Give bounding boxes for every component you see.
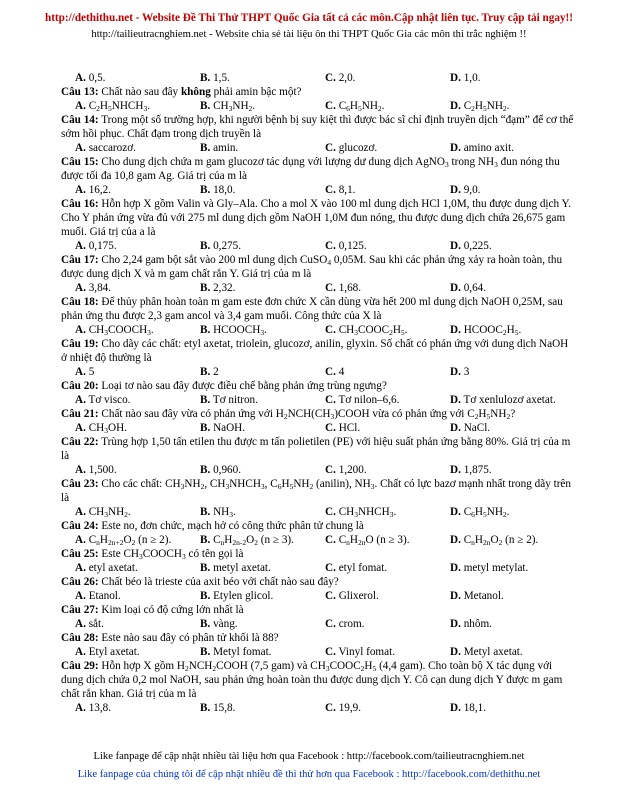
- option-b: B. $C_nH_{2n-2}O_2$ (n ≥ 3).: [200, 534, 294, 547]
- question-number: Câu 19:: [61, 338, 99, 350]
- question-number: Câu 26:: [61, 576, 99, 588]
- option-a: A. $CH_3NH_2$.: [75, 506, 131, 519]
- question-text: [61, 379, 576, 393]
- answer-options: [61, 645, 576, 659]
- question-number: Câu 13:: [61, 86, 99, 98]
- option-b: B. 18,0.: [200, 184, 236, 196]
- option-a: A. $CH_3COOCH_3$.: [75, 324, 154, 337]
- question-text-part: Este $CH_3COOCH_3$ có tên gọi là: [98, 548, 244, 561]
- option-a: A. 5: [75, 366, 95, 378]
- option-a: A. $CH_3OH$.: [75, 422, 127, 435]
- exam-content: [61, 71, 576, 715]
- option-a: A. 1,500.: [75, 464, 117, 476]
- question-number: Câu 21:: [61, 408, 99, 420]
- option-c: C. $CH_3NHCH_3$.: [325, 506, 397, 519]
- option-d: D. Metyl axetat.: [450, 646, 523, 658]
- option-b: B. metyl axetat.: [200, 562, 271, 574]
- question-text-part: Este no, đơn chức, mạch hở có công thức phân tử chung là: [98, 520, 364, 532]
- option-c: C. 1,200.: [325, 464, 367, 476]
- question-text-part: Cho 2,24 gam bột sắt vào 200 ml dung dịch CuSO$_4$ 0,05M. Sau khi các phản ứng xảy ra hoàn toàn, thu được dung dịch X và m gam chất rắn Y. Giá trị của m là: [61, 254, 563, 280]
- option-b: B. NaOH.: [200, 422, 246, 434]
- answer-options: [61, 281, 576, 295]
- question-text: [61, 435, 576, 463]
- question-text: [61, 407, 576, 421]
- option-c: C. HCl.: [325, 422, 361, 434]
- option-c: C. Tơ nilon–6,6.: [325, 394, 400, 406]
- option-c: C. Vinyl fomat.: [325, 646, 395, 658]
- option-d: D. Metanol.: [450, 590, 504, 602]
- answer-options: [61, 183, 576, 197]
- option-a: A. 16,2.: [75, 184, 112, 196]
- option-c: C. Glixerol.: [325, 590, 379, 602]
- option-d: D. 1,875.: [450, 464, 492, 476]
- question-text: [61, 155, 576, 183]
- question-block: [61, 477, 576, 519]
- answer-options: [61, 617, 576, 631]
- question-text-part: Este nào sau đây có phân tử khối là 88?: [98, 632, 279, 644]
- question-number: Câu 18:: [61, 296, 99, 308]
- answer-options: [61, 99, 576, 113]
- option-c: C. etyl fomat.: [325, 562, 388, 574]
- footer-facebook-dethithu: Like fanpage của chúng tôi để cập nhật nhiều đề thi thử hơn qua Facebook : http://facebook.com/dethithu.net: [77, 769, 541, 780]
- question-text: [61, 253, 576, 281]
- option-c: C. glucozơ.: [325, 142, 378, 154]
- question-number: Câu 14:: [61, 114, 99, 126]
- option-d: D. 18,1.: [450, 702, 487, 714]
- question-number: Câu 16:: [61, 198, 99, 210]
- option-c: C. 4: [325, 366, 345, 378]
- answer-options: [61, 365, 576, 379]
- question-text-part: Hỗn hợp X gồm $H_2NCH_2COOH$ (7,5 gam) và $CH_3COOC_2H_5$ (4,4 gam). Cho toàn bộ X tác dụng với dung dịch chứa 0,2 mol NaOH, sau phản ứng hoàn toàn thu được dung dịch Y. Cô cạn dung dịch Y được m gam chất rắn khan. Giá trị của m là: [61, 660, 563, 700]
- option-a: A. 3,84.: [75, 282, 112, 294]
- option-a: A. sắt.: [75, 618, 104, 630]
- option-d: D. 0,64.: [450, 282, 487, 294]
- question-text-part: Loại tơ nào sau đây được điều chế bằng phản ứng trùng ngưng?: [98, 380, 387, 392]
- answer-options: [61, 323, 576, 337]
- question-block: [61, 631, 576, 659]
- option-c: C. 2,0.: [325, 72, 356, 84]
- header-website-banner: http://dethithu.net - Website Đề Thi Thử THPT Quốc Gia tất cả các môn.Cập nhật liên tục. Truy cập tải ngay!!: [44, 12, 573, 24]
- question-block: [61, 407, 576, 435]
- question-text-part: Hỗn hợp X gồm Valin và Gly–Ala. Cho a mol X vào 100 ml dung dịch HCl 1,0M, thu được dung dịch Y. Cho Y phản ứng vừa đủ với 275 ml dung dịch gồm NaOH 1,0M đun nóng, thu được dung dịch chứa 26,675 gam muối. Giá trị của a là: [61, 198, 571, 238]
- option-d: D. amino axit.: [450, 142, 515, 154]
- previous-question-options: [61, 71, 576, 85]
- question-text: [61, 85, 576, 99]
- question-number: Câu 28:: [61, 632, 99, 644]
- answer-options: [61, 239, 576, 253]
- question-text: [61, 477, 576, 505]
- question-block: [61, 197, 576, 253]
- option-d: D. $C_6H_5NH_2$.: [450, 506, 510, 519]
- question-text: [61, 631, 576, 645]
- question-text: [61, 659, 576, 701]
- question-block: [61, 253, 576, 295]
- option-d: D. nhôm.: [450, 618, 492, 630]
- option-a: A. etyl axetat.: [75, 562, 138, 574]
- option-b: B. vàng.: [200, 618, 238, 630]
- question-block: [61, 659, 576, 715]
- question-text: [61, 337, 576, 365]
- question-text: [61, 295, 576, 323]
- question-block: [61, 575, 576, 603]
- option-b: B. Metyl fomat.: [200, 646, 272, 658]
- option-d: D. NaCl.: [450, 422, 491, 434]
- option-a: A. $C_nH_{2n+2}O_2$ (n ≥ 2).: [75, 534, 172, 547]
- option-d: D. $HCOOC_2H_5$.: [450, 324, 522, 337]
- question-block: [61, 547, 576, 575]
- option-d: D. Tơ xenlulozơ axetat.: [450, 394, 556, 406]
- question-number: Câu 27:: [61, 604, 99, 616]
- question-block: [61, 85, 576, 113]
- option-b: B. 15,8.: [200, 702, 236, 714]
- answer-options: [61, 533, 576, 547]
- option-c: C. $CH_3COOC_2H_5$.: [325, 324, 408, 337]
- question-text-part: Trong một số trường hợp, khi người bệnh bị suy kiệt thì được bác sĩ chỉ định truyền dịch “đạm” để cơ thể sớm hồi phục. Chất đạm trong dịch truyền là: [61, 114, 574, 140]
- option-a: A. $C_2H_5NHCH_3$.: [75, 100, 150, 113]
- option-b: B. 0,960.: [200, 464, 242, 476]
- question-block: [61, 113, 576, 155]
- option-c: C. 1,68.: [325, 282, 362, 294]
- question-text-part: Trùng hợp 1,50 tấn etilen thu được m tấn polietilen (PE) với hiệu suất phản ứng bằng 80%. Giá trị của m là: [61, 436, 571, 462]
- question-number: Câu 20:: [61, 380, 99, 392]
- header-subtitle: http://tailieutracnghiem.net - Website chia sẻ tài liệu ôn thi THPT Quốc Gia các môn thi trắc nghiệm !!: [91, 29, 527, 40]
- option-b: B. 2,32.: [200, 282, 236, 294]
- question-number: Câu 24:: [61, 520, 99, 532]
- option-c: C. 8,1.: [325, 184, 356, 196]
- option-a: A. Etyl axetat.: [75, 646, 140, 658]
- option-a: A. 13,8.: [75, 702, 112, 714]
- question-text-part: Chất nào sau đây: [98, 86, 181, 98]
- option-c: C. 0,125.: [325, 240, 367, 252]
- option-d: D. $C_nH_{2n}O_2$ (n ≥ 2).: [450, 534, 539, 547]
- answer-options: [61, 561, 576, 575]
- question-text-part: phải amin bậc một?: [210, 86, 302, 98]
- option-b: B. $HCOOCH_3$.: [200, 324, 267, 337]
- option-c: C. crom.: [325, 618, 365, 630]
- option-b: B. Etylen glicol.: [200, 590, 274, 602]
- question-text-part: không: [180, 86, 211, 98]
- option-d: D. metyl metylat.: [450, 562, 529, 574]
- option-b: B. Tơ nitron.: [200, 394, 258, 406]
- question-text: [61, 113, 576, 141]
- answer-options: [61, 463, 576, 477]
- option-a: A. 0,175.: [75, 240, 117, 252]
- answer-options: [61, 589, 576, 603]
- option-b: B. 0,275.: [200, 240, 242, 252]
- question-number: Câu 22:: [61, 436, 99, 448]
- answer-options: [61, 505, 576, 519]
- question-text-part: Chất béo là trieste của axit béo với chất nào sau đây?: [98, 576, 339, 588]
- question-text: [61, 197, 576, 239]
- answer-options: [61, 421, 576, 435]
- question-text: [61, 547, 576, 561]
- question-number: Câu 17:: [61, 254, 99, 266]
- answer-options: [61, 141, 576, 155]
- option-b: B. 2: [200, 366, 219, 378]
- option-d: D. 0,225.: [450, 240, 492, 252]
- question-block: [61, 379, 576, 407]
- option-c: C. $C_nH_{2n}O$ (n ≥ 3).: [325, 534, 410, 547]
- question-text: [61, 575, 576, 589]
- option-d: D. $C_2H_5NH_2$.: [450, 100, 510, 113]
- question-text-part: Kim loại có độ cứng lớn nhất là: [98, 604, 244, 616]
- question-text: [61, 603, 576, 617]
- option-c: C. 19,9.: [325, 702, 362, 714]
- option-d: D. 9,0.: [450, 184, 481, 196]
- question-block: [61, 435, 576, 477]
- question-number: Câu 23:: [61, 478, 99, 490]
- option-c: C. $C_6H_5NH_2$.: [325, 100, 385, 113]
- question-list: [61, 85, 576, 715]
- question-text-part: Để thủy phân hoàn toàn m gam este đơn chức X cần dùng vừa hết 200 ml dung dịch NaOH 0,25M, sau phản ứng thu được 2,3 gam ancol và 3,4 gam muối. Công thức của X là: [61, 296, 563, 322]
- option-a: A. Etanol.: [75, 590, 121, 602]
- question-number: Câu 29:: [61, 660, 99, 672]
- question-number: Câu 15:: [61, 156, 99, 168]
- option-b: B. $CH_3NH_2$.: [200, 100, 256, 113]
- option-b: B. $NH_3$.: [200, 506, 236, 519]
- answer-options: [61, 701, 576, 715]
- question-block: [61, 155, 576, 197]
- question-block: [61, 603, 576, 631]
- answer-options: [61, 393, 576, 407]
- option-a: A. saccarozơ.: [75, 142, 136, 154]
- question-block: [61, 519, 576, 547]
- option-b: B. amin.: [200, 142, 239, 154]
- option-d: D. 3: [450, 366, 470, 378]
- question-text-part: Chất nào sau đây vừa có phản ứng với $H_2NCH(CH_3)COOH$ vừa có phản ứng với $C_2H_5NH_2$?: [98, 408, 516, 421]
- question-number: Câu 25:: [61, 548, 99, 560]
- option-b: B. 1,5.: [200, 72, 230, 84]
- option-a: A. 0,5.: [75, 72, 106, 84]
- question-text-part: Cho các chất: $CH_3NH_2$, $CH_3NHCH_3$, $C_6H_5NH_2$ (anilin), $NH_3$. Chất có lực bazơ mạnh nhất trong dãy trên là: [61, 478, 571, 504]
- question-block: [61, 295, 576, 337]
- question-text-part: Cho dung dịch chứa m gam glucozơ tác dụng với lượng dư dung dịch AgNO$_3$ trong $NH_3$ đun nóng thu được tối đa 10,8 gam Ag. Giá trị của m là: [61, 156, 560, 182]
- question-block: [61, 337, 576, 379]
- option-d: D. 1,0.: [450, 72, 481, 84]
- option-a: A. Tơ visco.: [75, 394, 131, 406]
- question-text: [61, 519, 576, 533]
- question-text-part: Cho dãy các chất: etyl axetat, triolein, glucozơ, anilin, glyxin. Số chất có phản ứng với dung dịch NaOH ở nhiệt độ thường là: [61, 338, 569, 364]
- footer-facebook-tailieu: Like fanpage để cập nhật nhiều tài liệu hơn qua Facebook : http://facebook.com/tailieutracnghiem.net: [93, 751, 525, 762]
